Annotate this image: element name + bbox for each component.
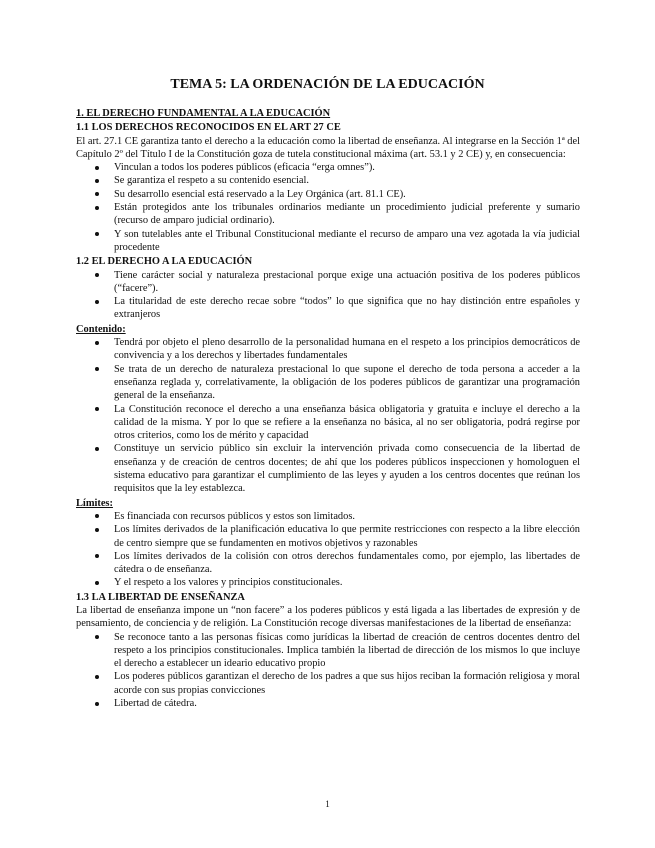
section-1-3-list — [76, 631, 580, 711]
section-1-1-intro: El art. 27.1 CE garantiza tanto el derecho a la educación como la libertad de enseñanza. Al integrarse en la Sección 1ª del Capítulo 2º del Título I de la Constitución goza de tutela constitucional máxima (art. 53.1 y 2 CE) y, en consecuencia: — [76, 135, 581, 160]
list-item: Es financiada con recursos públicos y estos son limitados. — [76, 510, 580, 523]
list-item: Libertad de cátedra. — [76, 697, 580, 710]
list-item: Vinculan a todos los poderes públicos (eficacia “erga omnes”). — [76, 161, 580, 174]
list-item: Constituye un servicio público sin excluir la intervención privada como consecuencia de la libertad de enseñanza y de creación de centros docentes; de ahí que los poderes públicos inspeccionen y homologuen el sistema educativo para garantizar el cumplimiento de las leyes y ayuden a los centros docentes que reúnan los requisitos que la ley establezca. — [76, 442, 580, 495]
section-1-3-heading: 1.3 LA LIBERTAD DE ENSEÑANZA — [76, 591, 245, 603]
page-number: 1 — [325, 799, 330, 809]
document-title: TEMA 5: LA ORDENACIÓN DE LA EDUCACIÓN — [170, 77, 485, 92]
contenido-heading: Contenido: — [76, 323, 126, 335]
list-item: Su desarrollo esencial está reservado a la Ley Orgánica (art. 81.1 CE). — [76, 188, 580, 201]
section-1-1-heading: 1.1 LOS DERECHOS RECONOCIDOS EN EL ART 27 CE — [76, 122, 341, 134]
section-1-3-intro: La libertad de enseñanza impone un “non facere” a los poderes públicos y está ligada a las libertades de expresión y de pensamiento, de conciencia y de religión. La Constitución recoge diversas manifestaciones de la libertad de enseñanza: — [76, 604, 580, 630]
list-item: Los límites derivados de la planificación educativa lo que permite restricciones con respecto a la libre elección de centro siempre que se fundamenten en motivos objetivos y razonables — [76, 523, 580, 550]
contenido-list — [76, 336, 580, 496]
list-item: Y son tutelables ante el Tribunal Constitucional mediante el recurso de amparo una vez agotada la vía judicial procedente — [76, 228, 580, 255]
limites-list — [76, 510, 580, 590]
section-1-2-heading: 1.2 EL DERECHO A LA EDUCACIÓN — [76, 256, 253, 268]
list-item: Y el respeto a los valores y principios constitucionales. — [76, 576, 580, 589]
list-item: Tendrá por objeto el pleno desarrollo de la personalidad humana en el respeto a los principios democráticos de convivencia y a los derechos y libertades fundamentales — [76, 336, 580, 363]
list-item: Se trata de un derecho de naturaleza prestacional lo que supone el derecho de toda persona a acceder a la enseñanza reglada y, correlativamente, la obligación de los poderes públicos de garantizar una programación general de la enseñanza. — [76, 363, 580, 403]
list-item: Los límites derivados de la colisión con otros derechos fundamentales como, por ejemplo, las libertades de cátedra o de enseñanza. — [76, 550, 580, 577]
list-item: Se reconoce tanto a las personas físicas como jurídicas la libertad de creación de centros docentes dentro del respeto a los principios constitucionales. Implica también la libertad de dirección de los mismos lo que incluye el derecho a establecer un ideario educativo propio — [76, 631, 580, 671]
list-item: Están protegidos ante los tribunales ordinarios mediante un procedimiento judicial preferente y sumario (recurso de amparo judicial ordinario). — [76, 201, 580, 228]
section-1-2-list — [76, 269, 580, 322]
list-item: Los poderes públicos garantizan el derecho de los padres a que sus hijos reciban la formación religiosa y moral acorde con sus propias convicciones — [76, 670, 580, 697]
section-1-heading: 1. EL DERECHO FUNDAMENTAL A LA EDUCACIÓN — [76, 108, 331, 119]
list-item: Tiene carácter social y naturaleza prestacional porque exige una actuación positiva de los poderes públicos (“facere”). — [76, 269, 580, 296]
list-item: La titularidad de este derecho recae sobre “todos” lo que significa que no hay distinción entre españoles y extranjeros — [76, 295, 580, 322]
limites-heading: Límites: — [76, 497, 113, 509]
section-1-1-list — [76, 161, 580, 254]
list-item: La Constitución reconoce el derecho a una enseñanza básica obligatoria y gratuita e incluye el derecho a la calidad de la misma. Y por lo que se refiere a la enseñanza no básica, al no ser obligatoria, podrá regirse por otros criterios, como los de mérito y capacidad — [76, 403, 580, 443]
list-item: Se garantiza el respeto a su contenido esencial. — [76, 174, 580, 187]
document-body — [76, 106, 580, 710]
